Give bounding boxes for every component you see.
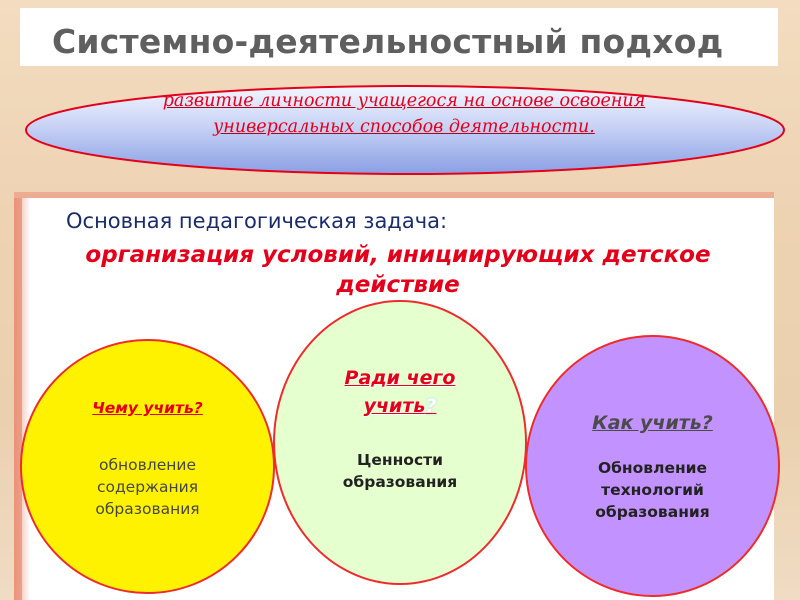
question-why-main: Ради чего учить <box>344 367 456 417</box>
definition-ellipse <box>24 84 786 176</box>
question-mark: ? <box>425 395 437 417</box>
slide-title: Системно-деятельностный подход <box>52 22 724 61</box>
education-values-text: Ценности образования <box>342 451 458 491</box>
question-why-teach <box>273 364 527 420</box>
title-bar <box>20 8 778 66</box>
technology-update-text: Обновление технологий образования <box>595 459 710 521</box>
task-subheading: организация условий, инициирующих детское действие <box>85 242 711 298</box>
question-what-to-teach: Чему учить? <box>92 399 203 417</box>
question-how-to-teach: Как учить? <box>592 412 713 434</box>
circle-values <box>273 300 527 585</box>
ellipse-text: развитие личности учащегося на основе освоения универсальных способов деятельности. <box>162 91 646 137</box>
content-update-text: обновление содержания образования <box>95 456 200 518</box>
task-heading: Основная педагогическая задача: <box>66 209 448 233</box>
